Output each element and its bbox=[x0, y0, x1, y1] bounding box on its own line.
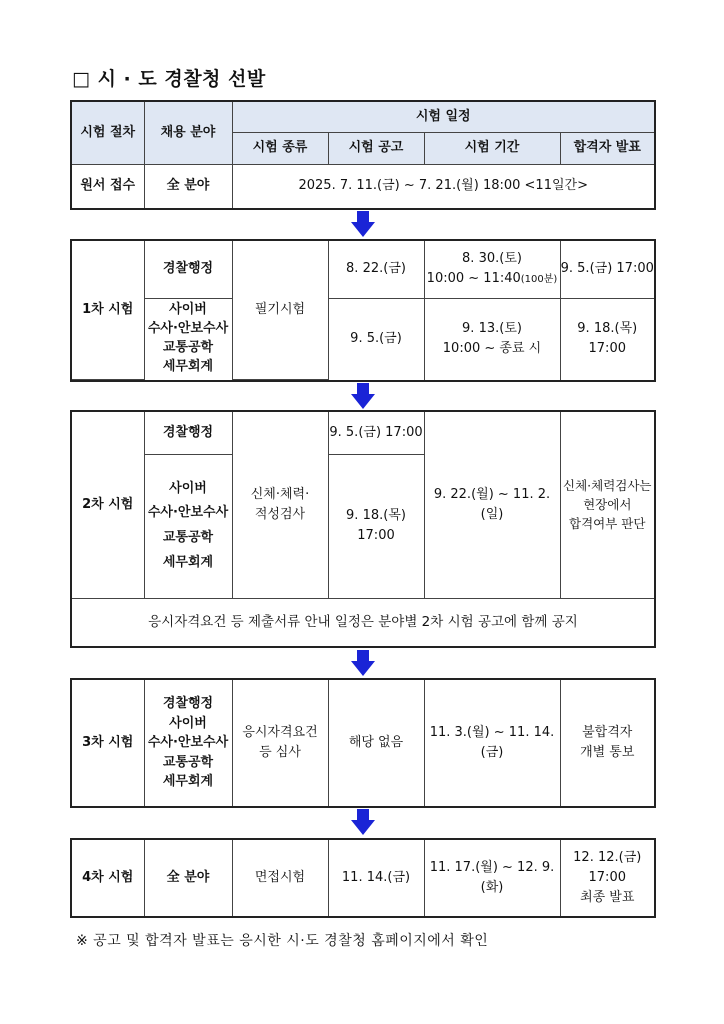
field-item: 사이버 bbox=[169, 302, 207, 318]
result-line: 최종 발표 bbox=[580, 890, 635, 906]
second-notice-a: 9. 5.(금) 17:00 bbox=[328, 412, 424, 454]
first-period-a-note: (100분) bbox=[520, 274, 558, 286]
header-schedule: 시험 일정 bbox=[232, 102, 654, 132]
first-field-a: 경찰행정 bbox=[144, 241, 232, 298]
fourth-field: 全 분야 bbox=[144, 840, 232, 916]
field-item: 교통공학 bbox=[162, 754, 214, 770]
header-exam-notice: 시험 공고 bbox=[328, 132, 424, 164]
application-stage: 원서 접수 bbox=[72, 164, 144, 208]
third-period: 11. 3.(월) ~ 11. 14.(금) bbox=[424, 680, 560, 806]
second-type bbox=[232, 412, 328, 598]
first-period-a bbox=[424, 241, 560, 298]
header-procedure: 시험 절차 bbox=[72, 102, 144, 164]
third-fields bbox=[144, 680, 232, 806]
field-item: 수사·안보수사 bbox=[147, 505, 229, 521]
field-item: 세무회계 bbox=[162, 554, 214, 570]
first-notice-b: 9. 5.(금) bbox=[328, 298, 424, 380]
second-notice-b: 9. 18.(목) 17:00 bbox=[328, 454, 424, 598]
first-period-b-date: 9. 13.(토) bbox=[462, 320, 522, 336]
first-period-b bbox=[424, 298, 560, 380]
first-result-b: 9. 18.(목) 17:00 bbox=[560, 298, 654, 380]
application-table bbox=[70, 100, 656, 210]
first-field-b bbox=[144, 298, 232, 380]
first-type: 필기시험 bbox=[232, 241, 328, 380]
fourth-type: 면접시험 bbox=[232, 840, 328, 916]
field-item: 세무회계 bbox=[162, 358, 214, 374]
arrow-down-icon bbox=[351, 650, 375, 676]
header-announcement: 합격자 발표 bbox=[560, 132, 654, 164]
fourth-exam-table bbox=[70, 838, 656, 918]
first-stage: 1차 시험 bbox=[72, 241, 144, 380]
type-line: 등 심사 bbox=[259, 745, 301, 760]
third-stage: 3차 시험 bbox=[72, 680, 144, 806]
first-exam-table bbox=[70, 239, 656, 382]
fourth-result bbox=[560, 840, 654, 916]
footer-note: ※ 공고 및 합격자 발표는 응시한 시·도 경찰청 홈페이지에서 확인 bbox=[76, 933, 489, 949]
arrow-down-icon bbox=[351, 211, 375, 237]
fourth-stage: 4차 시험 bbox=[72, 840, 144, 916]
result-line: 신체·체력검사는 bbox=[563, 477, 652, 493]
second-period: 9. 22.(월) ~ 11. 2.(일) bbox=[424, 412, 560, 598]
page-title: □ 시 · 도 경찰청 선발 bbox=[72, 68, 266, 90]
third-type bbox=[232, 680, 328, 806]
application-field: 全 분야 bbox=[144, 164, 232, 208]
result-line: 불합격자 bbox=[582, 724, 633, 740]
second-result bbox=[560, 412, 654, 598]
first-period-a-time: 10:00 ~ 11:40 bbox=[426, 271, 521, 287]
first-period-b-time: 10:00 ~ 종료 시 bbox=[442, 341, 542, 356]
type-line: 응시자격요건 bbox=[242, 724, 318, 740]
first-notice-a: 8. 22.(금) bbox=[328, 241, 424, 298]
second-stage: 2차 시험 bbox=[72, 412, 144, 598]
third-notice: 해당 없음 bbox=[328, 680, 424, 806]
type-line: 신체·체력· bbox=[250, 486, 310, 502]
first-result-a: 9. 5.(금) 17:00 bbox=[560, 241, 654, 298]
field-item: 사이버 bbox=[169, 715, 207, 731]
header-exam-period: 시험 기간 bbox=[424, 132, 560, 164]
field-item: 수사·안보수사 bbox=[147, 321, 229, 337]
field-item: 세무회계 bbox=[162, 774, 214, 790]
fourth-notice: 11. 14.(금) bbox=[328, 840, 424, 916]
second-note: 응시자격요건 등 제출서류 안내 일정은 분야별 2차 시험 공고에 함께 공지 bbox=[72, 598, 654, 646]
third-result bbox=[560, 680, 654, 806]
field-item: 교통공학 bbox=[162, 530, 214, 545]
result-line: 현장에서 bbox=[583, 497, 632, 513]
arrow-down-icon bbox=[351, 809, 375, 835]
field-item: 교통공학 bbox=[162, 340, 214, 355]
second-exam-table bbox=[70, 410, 656, 648]
result-line: 합격여부 판단 bbox=[569, 516, 646, 532]
fourth-period: 11. 17.(월) ~ 12. 9.(화) bbox=[424, 840, 560, 916]
arrow-down-icon bbox=[351, 383, 375, 409]
first-period-a-date: 8. 30.(토) bbox=[462, 251, 522, 267]
third-exam-table bbox=[70, 678, 656, 808]
field-item: 경찰행정 bbox=[162, 696, 214, 712]
type-line: 적성검사 bbox=[254, 506, 306, 522]
field-item: 사이버 bbox=[169, 480, 207, 496]
header-exam-type: 시험 종류 bbox=[232, 132, 328, 164]
second-field-a: 경찰행정 bbox=[144, 412, 232, 454]
second-field-b bbox=[144, 454, 232, 598]
field-item: 수사·안보수사 bbox=[147, 735, 229, 751]
result-line: 개별 통보 bbox=[580, 745, 635, 760]
header-field: 채용 분야 bbox=[144, 102, 232, 164]
result-line: 12. 12.(금) 17:00 bbox=[573, 849, 642, 885]
application-period: 2025. 7. 11.(금) ~ 7. 21.(월) 18:00 <11일간> bbox=[232, 164, 654, 208]
